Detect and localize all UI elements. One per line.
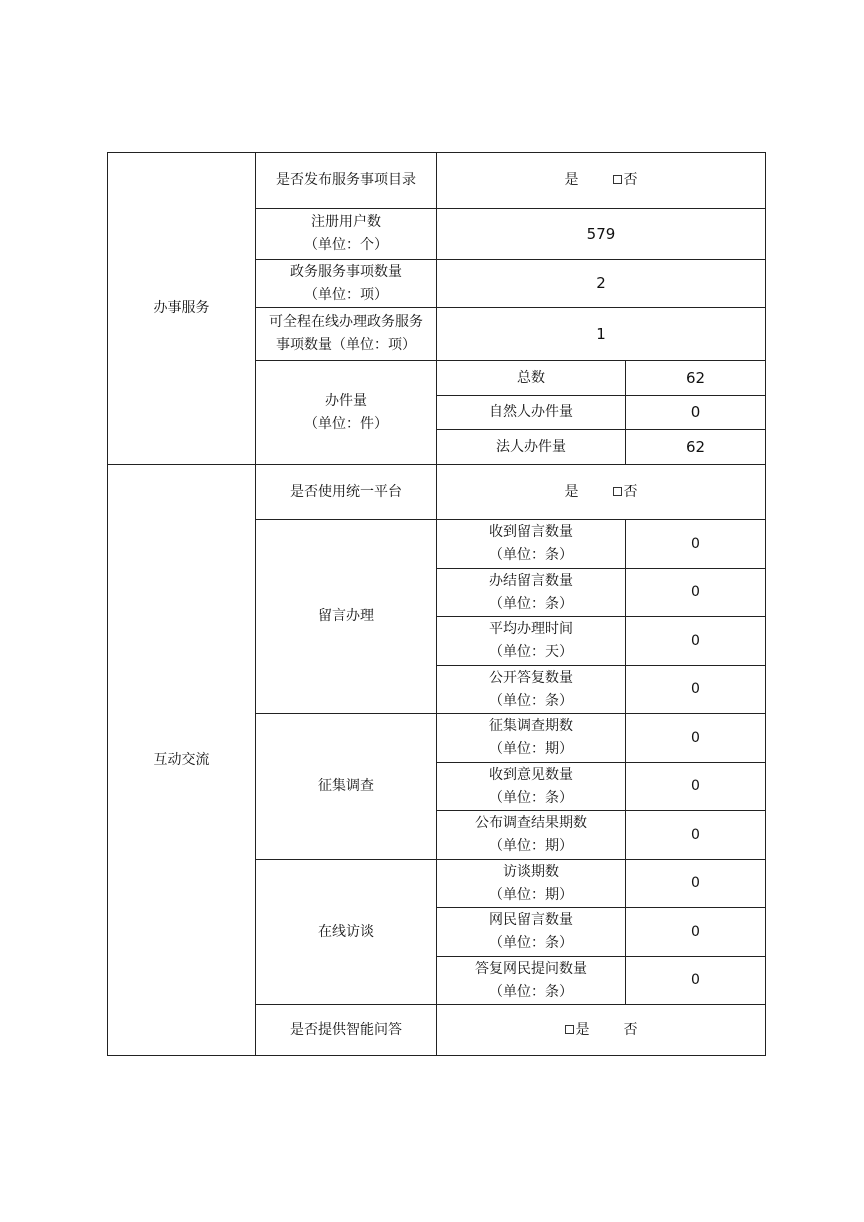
qa-label: 是否提供智能问答 [256,1005,437,1056]
checkbox-icon [613,175,622,184]
qa-value: 是 否 [437,1005,766,1056]
messages-row-label: 办结留言数量 （单位：条） [437,569,626,617]
section-title-service: 办事服务 [108,153,256,465]
messages-row-value: 0 [626,666,766,714]
survey-label: 征集调查 [256,714,437,860]
online-items-value: 1 [437,308,766,361]
messages-row-label: 公开答复数量 （单位：条） [437,666,626,714]
cases-total-value: 62 [626,361,766,396]
users-label: 注册用户数 （单位：个） [256,209,437,260]
section-title-interaction: 互动交流 [108,465,256,1056]
messages-row-label: 收到留言数量 （单位：条） [437,520,626,569]
cases-label: 办件量 （单位：件） [256,361,437,465]
catalog-value [437,153,766,209]
interview-row-value: 0 [626,908,766,957]
messages-row-value: 0 [626,617,766,666]
survey-row-value: 0 [626,763,766,811]
survey-row-label: 征集调查期数 （单位：期） [437,714,626,763]
cases-legal-label: 法人办件量 [437,430,626,465]
checkbox-icon [613,487,622,496]
users-value: 579 [437,209,766,260]
catalog-yes: 是 [564,172,579,188]
interview-row-label: 访谈期数 （单位：期） [437,860,626,908]
items-value: 2 [437,260,766,308]
cases-legal-value: 62 [626,430,766,465]
messages-row-value: 0 [626,520,766,569]
interview-row-value: 0 [626,860,766,908]
survey-row-label: 收到意见数量 （单位：条） [437,763,626,811]
survey-row-value: 0 [626,811,766,860]
online-items-label: 可全程在线办理政务服务 事项数量（单位：项） [256,308,437,361]
platform-value: 是 否 [437,465,766,520]
items-label: 政务服务事项数量 （单位：项） [256,260,437,308]
messages-label: 留言办理 [256,520,437,714]
survey-row-value: 0 [626,714,766,763]
interview-row-label: 答复网民提问数量 （单位：条） [437,957,626,1005]
checkbox-icon [565,1025,574,1034]
interview-label: 在线访谈 [256,860,437,1005]
cases-natural-value: 0 [626,396,766,430]
table-row [108,153,766,209]
interview-row-value: 0 [626,957,766,1005]
report-table [107,152,766,1056]
platform-label: 是否使用统一平台 [256,465,437,520]
catalog-label: 是否发布服务事项目录 [256,153,437,209]
cases-natural-label: 自然人办件量 [437,396,626,430]
interview-row-label: 网民留言数量 （单位：条） [437,908,626,957]
messages-row-label: 平均办理时间 （单位：天） [437,617,626,666]
messages-row-value: 0 [626,569,766,617]
catalog-no: 否 [623,172,638,188]
table-row [108,465,766,520]
cases-total-label: 总数 [437,361,626,396]
survey-row-label: 公布调查结果期数 （单位：期） [437,811,626,860]
